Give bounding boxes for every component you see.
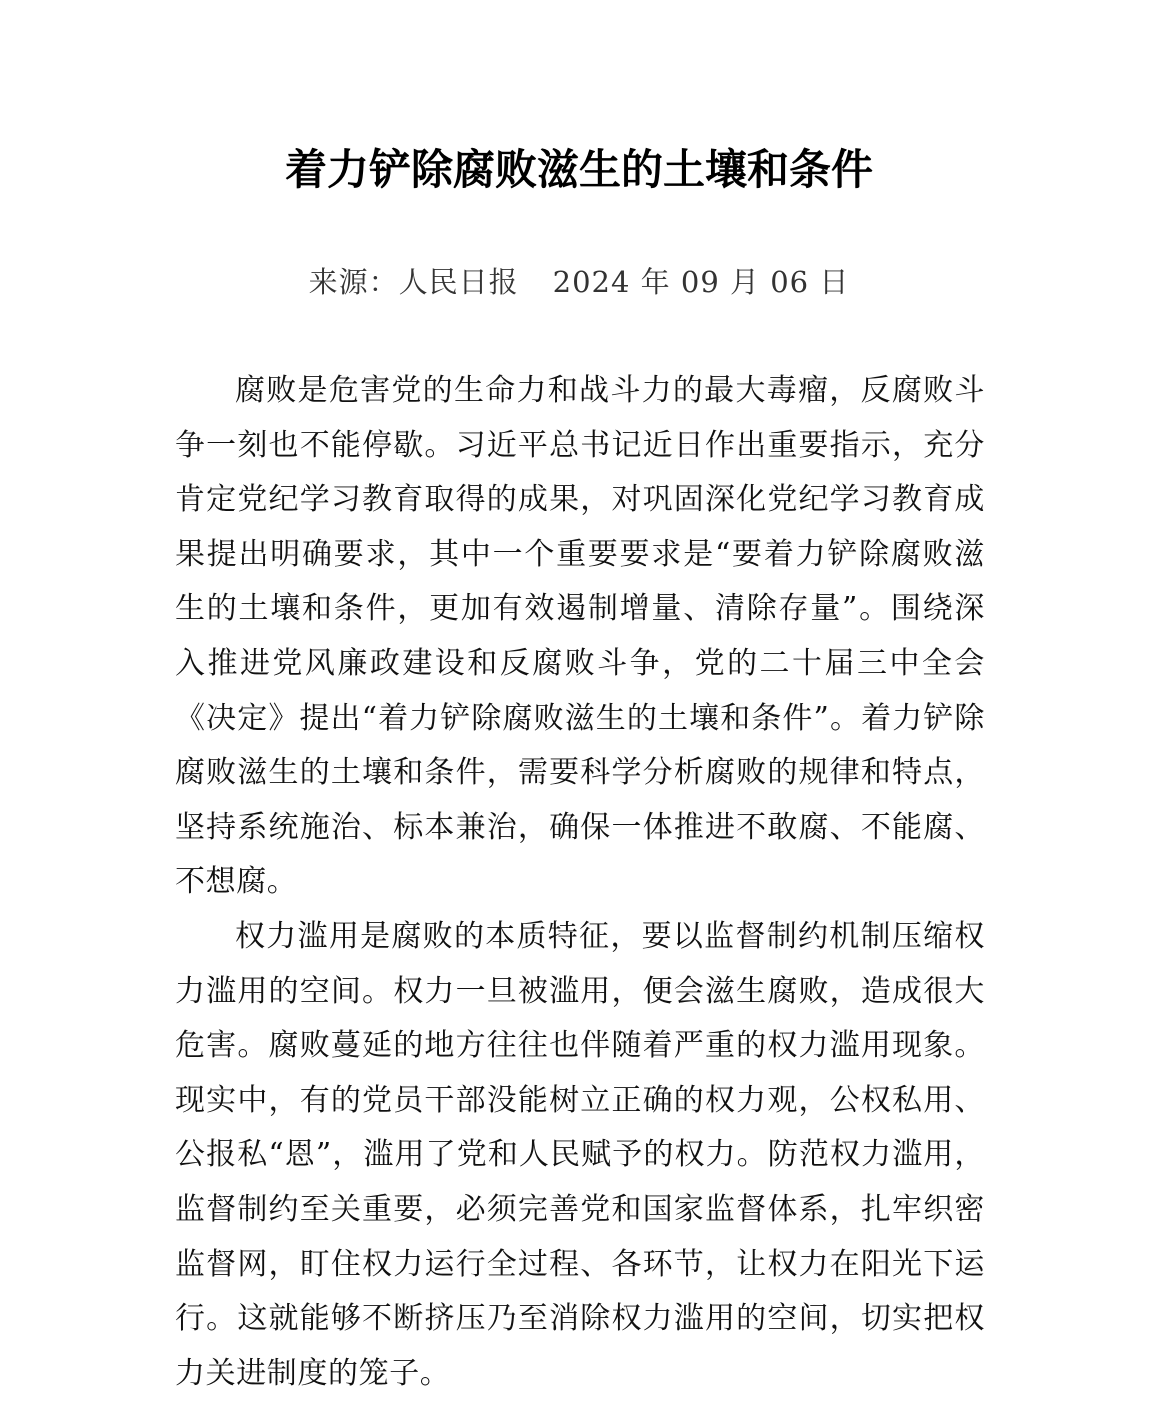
paragraph: 腐败是危害党的生命力和战斗力的最大毒瘤，反腐败斗争一刻也不能停歇。习近平总书记近日作出重要指示，充分肯定党纪学习教育取得的成果，对巩固深化党纪学习教育成果提出明确要求，其中一个重要要求是“要着力铲除腐败滋生的土壤和条件，更加有效遏制增量、清除存量”。围绕深入推进党风廉政建设和反腐败斗争，党的二十届三中全会《决定》提出“着力铲除腐败滋生的土壤和条件”。着力铲除腐败滋生的土壤和条件，需要科学分析腐败的规律和特点，坚持系统施治、标本兼治，确保一体推进不敢腐、不能腐、不想腐。 xyxy=(175,373,985,900)
article-title: 着力铲除腐败滋生的土壤和条件 xyxy=(284,145,873,194)
paragraph: 权力滥用是腐败的本质特征，要以监督制约机制压缩权力滥用的空间。权力一旦被滥用，便会滋生腐败，造成很大危害。腐败蔓延的地方往往也伴随着严重的权力滥用现象。现实中，有的党员干部没能树立正确的权力观，公权私用、公报私“恩”，滥用了党和人民赋予的权力。防范权力滥用，监督制约至关重要，必须完善党和国家监督体系，扎牢织密监督网，盯住权力运行全过程、各环节，让权力在阳光下运行。这就能够不断挤压乃至消除权力滥用的空间，切实把权力关进制度的笼子。 xyxy=(175,918,985,1391)
publish-date: 2024 年 09 月 06 日 xyxy=(552,265,850,299)
source-label: 来源：人民日报 xyxy=(308,265,519,299)
article-source-line xyxy=(0,260,1158,304)
article-body xyxy=(175,364,985,1401)
